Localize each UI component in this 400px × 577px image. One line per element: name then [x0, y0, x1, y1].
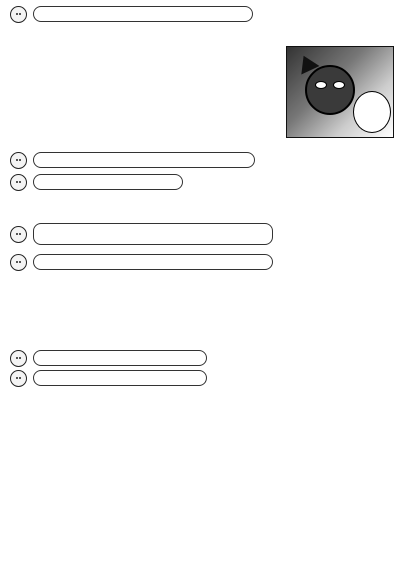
eye-right	[333, 81, 345, 89]
question-bubble	[33, 6, 253, 22]
eye-left	[315, 81, 327, 89]
avatar-icon	[10, 254, 27, 271]
character-illustration	[286, 46, 394, 138]
question-bubble	[33, 174, 183, 190]
question-bubble	[33, 254, 273, 270]
character-head	[305, 65, 355, 115]
question-row-6	[10, 350, 207, 366]
answer-paragraph	[10, 30, 282, 148]
avatar-icon	[10, 6, 27, 23]
question-bubble	[33, 223, 273, 245]
question-row-5	[10, 254, 273, 270]
avatar-icon	[10, 174, 27, 191]
question-row-3	[10, 174, 183, 190]
question-bubble	[33, 370, 207, 386]
avatar-icon	[10, 152, 27, 169]
question-row-2	[10, 152, 255, 168]
answer-paragraph	[10, 390, 390, 418]
question-row-7	[10, 370, 207, 386]
answer-paragraph	[10, 276, 390, 344]
question-row-1	[10, 6, 253, 22]
speech-balloon	[353, 91, 391, 133]
question-row-4	[10, 226, 273, 242]
avatar-icon	[10, 226, 27, 243]
closing-paragraph	[8, 418, 394, 572]
answer-paragraph	[10, 194, 390, 216]
avatar-icon	[10, 370, 27, 387]
question-bubble	[33, 152, 255, 168]
question-bubble	[33, 350, 207, 366]
avatar-icon	[10, 350, 27, 367]
